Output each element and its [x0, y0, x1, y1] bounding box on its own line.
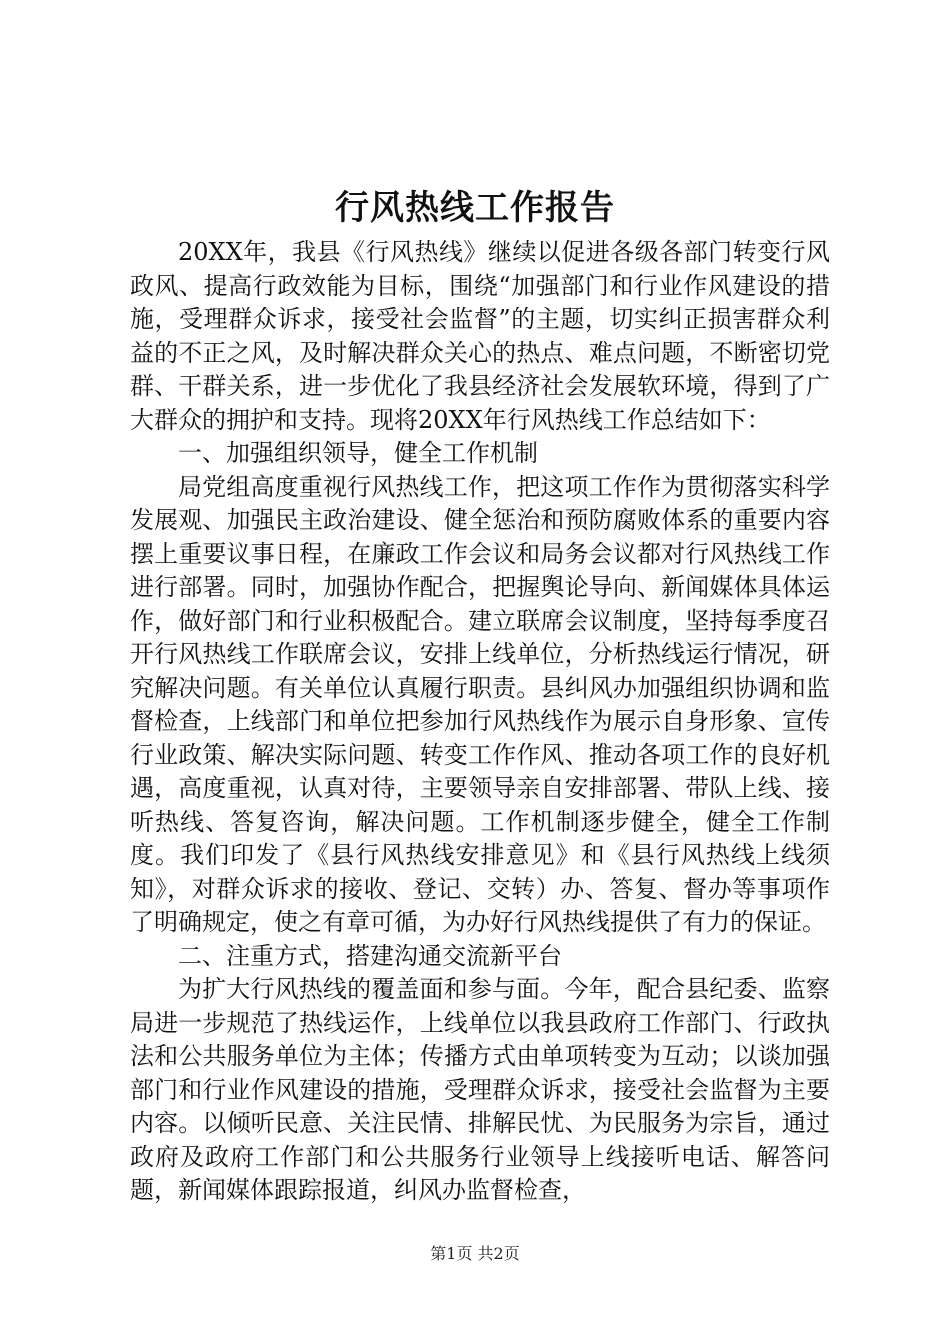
document-title: 行风热线工作报告: [335, 188, 615, 228]
section-1-paragraph: 局党组高度重视行风热线工作，把这项工作作为贯彻落实科学发展观、加强民主政治建设、健全惩治和预防腐败体系的重要内容摆上重要议事日程，在廉政工作会议和局务会议都对行风热线工作进行部署。同时，加强协作配合，把握舆论导向、新闻媒体具体运作，做好部门和行业积极配合。建立联席会议制度，坚持每季度召开行风热线工作联席会议，安排上线单位，分析热线运行情况，研究解决问题。有关单位认真履行职责。县纠风办加强组织协调和监督检查，上线部门和单位把参加行风热线作为展示自身形象、宣传行业政策、解决实际问题、转变工作作风、推动各项工作的良好机遇，高度重视，认真对待，主要领导亲自安排部署、带队上线、接听热线、答复咨询，解决问题。工作机制逐步健全，健全工作制度。我们印发了《县行风热线安排意见》和《县行风热线上线须知》，对群众诉求的接收、登记、交转）办、答复、督办等事项作了明确规定，使之有章可循，为办好行风热线提供了有力的保证。: [130, 472, 830, 936]
page-footer: 第1页 共2页: [430, 1244, 520, 1263]
section-2-paragraph: 为扩大行风热线的覆盖面和参与面。今年，配合县纪委、监察局进一步规范了热线运作，上线单位以我县政府工作部门、行政执法和公共服务单位为主体；传播方式由单项转变为互动；以谈加强部门和行业作风建设的措施，受理群众诉求，接受社会监督为主要内容。以倾听民意、关注民情、排解民忧、为民服务为宗旨，通过政府及政府工作部门和公共服务行业领导上线接听电话、解答问题，新闻媒体跟踪报道，纠风办监督检查，: [130, 975, 830, 1204]
section-heading-2: 二、注重方式，搭建沟通交流新平台: [178, 941, 562, 970]
section-heading-1: 一、加强组织领导，健全工作机制: [178, 439, 538, 467]
intro-paragraph: 20XX年，我县《行风热线》继续以促进各级各部门转变行风政风、提高行政效能为目标，围绕“加强部门和行业作风建设的措施，受理群众诉求，接受社会监督”的主题，切实纠正损害群众利益的不正之风，及时解决群众关心的热点、难点问题，不断密切党群、干群关系，进一步优化了我县经济社会发展软环境，得到了广大群众的拥护和支持。现将20XX年行风热线工作总结如下：: [130, 238, 830, 434]
document-body: [130, 236, 830, 1208]
